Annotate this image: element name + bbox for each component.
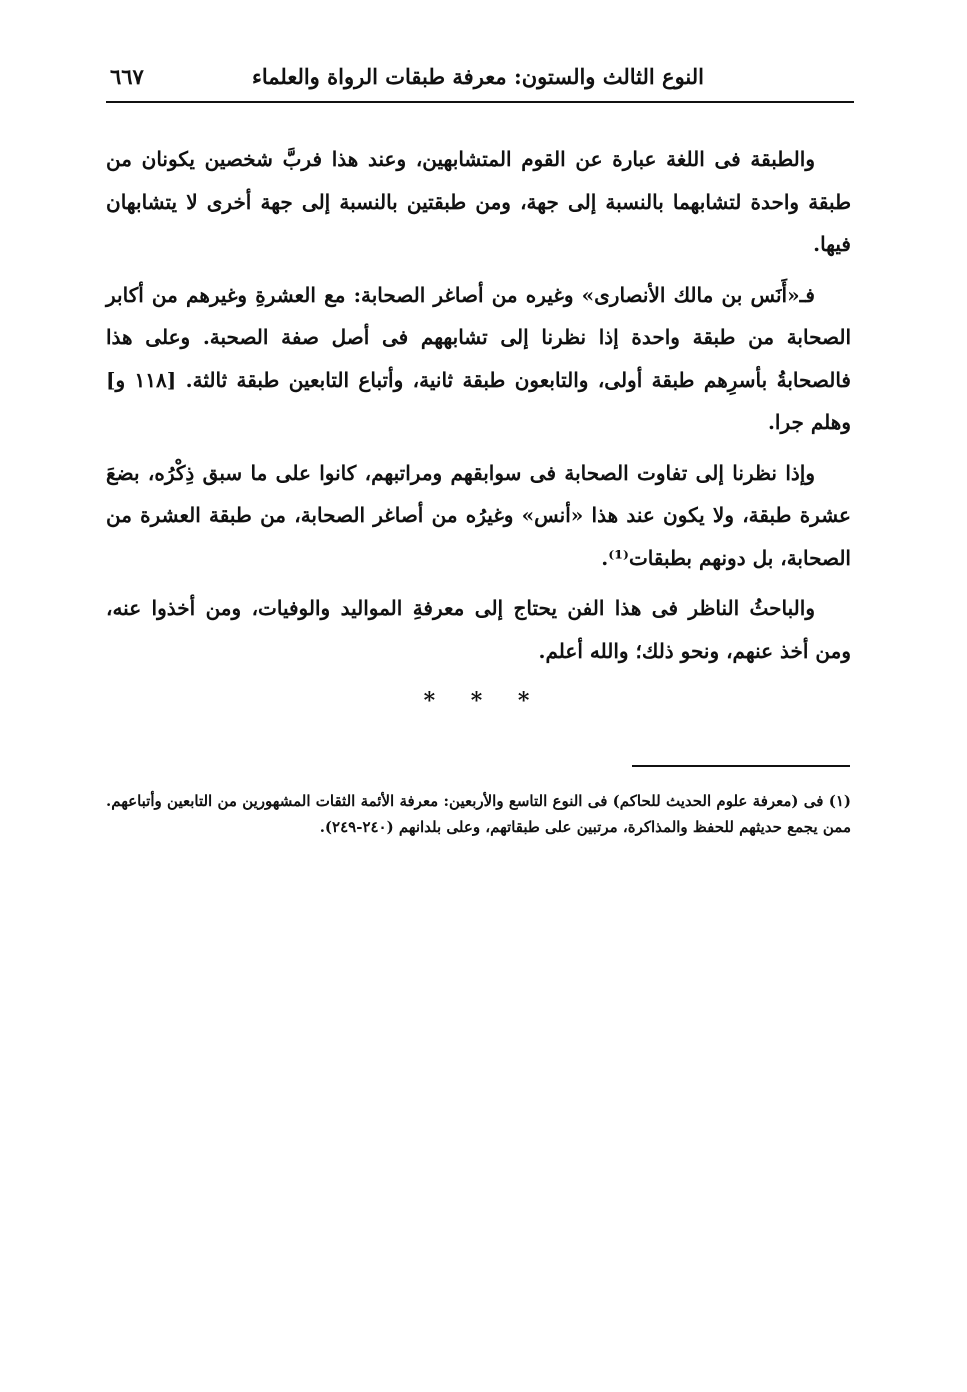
chapter-title: النوع الثالث والستون: معرفة طبقات الرواة والعلماء (251, 64, 704, 89)
paragraph: وإذا نظرنا إلى تفاوت الصحابة فى سوابقهم ومراتبهم، كانوا على ما سبق ذِكْرُه، بضعَ عشرة طبقة، ولا يكون عند هذا «أنس» وغيرُه من أصاغر الصحابة، من طبقة العشرة من الصحابة، بل دونهم بطبقات⁽¹⁾. (106, 460, 851, 570)
running-header (106, 60, 854, 98)
footnote-text: (١) فى (معرفة علوم الحديث للحاكم) فى النوع التاسع والأربعين: معرفة الأئمة الثقات المشهورين من التابعين وأتباعهم. ممن يجمع حديثهم للحفظ والمذاكرة، مرتبين على طبقاتهم، وعلى بلدانهم (٢٤٠-٢٤٩). (106, 792, 851, 836)
main-text (106, 138, 851, 680)
paragraph: والباحثُ الناظر فى هذا الفن يحتاج إلى معرفةِ المواليد والوفيات، ومن أخذوا عنه، ومن أخذ عنهم، ونحو ذلك؛ والله أعلم. (106, 596, 851, 663)
footnote (106, 788, 851, 840)
footnote-rule (632, 765, 850, 767)
section-separator: * * * (423, 688, 544, 714)
page-number: ٦٦٧ (110, 64, 144, 89)
paragraph: فـ«أَنَس بن مالك الأنصارى» وغيره من أصاغر الصحابة: مع العشرةِ وغيرهم من أكابر الصحابة من طبقة واحدة إذا نظرنا إلى تشابههم فى أصل صفة الصحبة. وعلى هذا فالصحابةُ بأسرِهم طبقة أولى، والتابعون طبقة ثانية، وأتباع التابعين طبقة ثالثة. [١١٨ و] وهلم جرا. (106, 282, 851, 434)
header-rule (106, 101, 854, 103)
paragraph: والطبقة فى اللغة عبارة عن القوم المتشابهين، وعند هذا فربَّ شخصين يكونان من طبقة واحدة لتشابهما بالنسبة إلى جهة، ومن طبقتين بالنسبة إلى جهة أخرى لا يتشابهان فيها. (106, 147, 851, 256)
